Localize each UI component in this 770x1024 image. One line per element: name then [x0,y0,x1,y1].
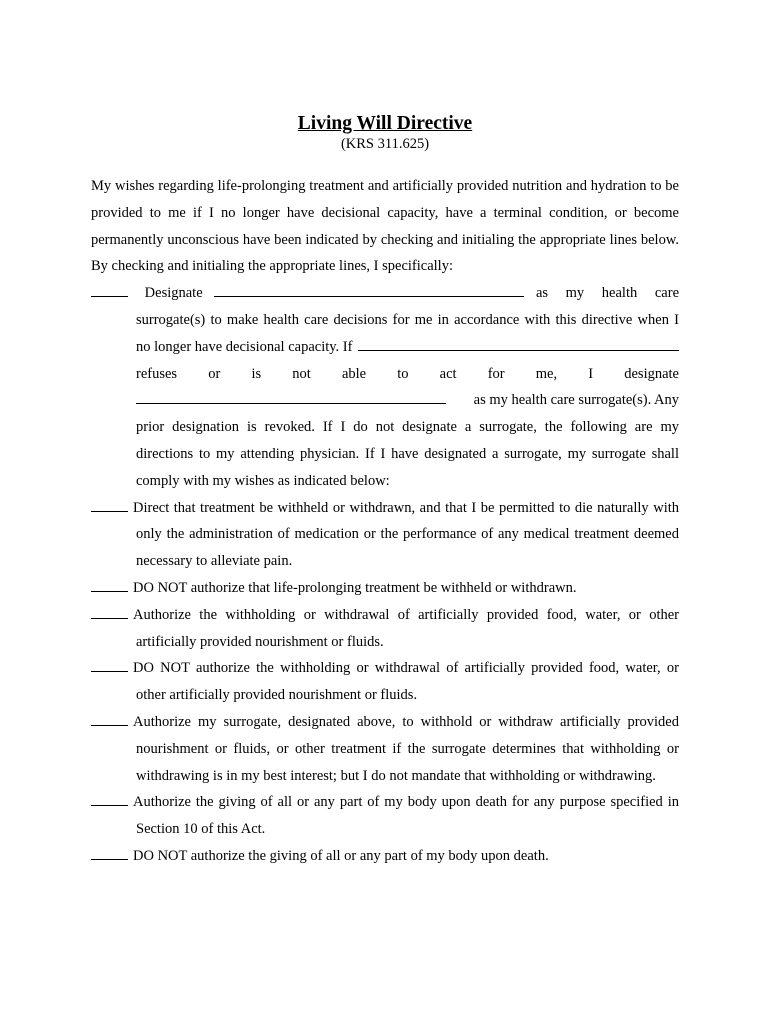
option-text: Authorize the giving of all or any part of my body upon death for any purpose specified in Section 10 of this Act. [133,794,679,838]
surrogate-name-field-1[interactable] [214,281,524,297]
designate-word-6: act [439,365,457,382]
option-text: Authorize my surrogate, designated above, to withhold or withdraw artificially provided nourishment or fluids, or other treatment if the surrogate determines that withholding or withdrawing is in my best interest; but I do not mandate that withholding or withdrawing. [133,713,679,784]
option-item [91,655,679,709]
designate-word: Designate [144,285,203,302]
designate-word-5: to [397,365,409,382]
designate-line-1 [91,280,679,307]
initial-blank-option-7[interactable] [91,844,128,860]
alternate-surrogate-field[interactable] [136,388,446,404]
designate-word-0: refuses [136,365,178,382]
intro-paragraph: My wishes regarding life-prolonging treatment and artificially provided nutrition and hydration to be provided to me if I no longer have decisional capacity, have a terminal condition, or become permanently unconscious have been indicated by checking and initialing the appropriate lines below. By checking and initialing the appropriate lines, I specifically: [91,178,679,275]
option-text: DO NOT authorize the withholding or withdrawal of artificially provided food, water, or other artificially provided nourishment or fluids. [133,660,679,704]
option-text: DO NOT authorize the giving of all or any part of my body upon death. [133,847,549,864]
document-body [91,173,679,870]
designate-line-3 [91,334,679,361]
option-text: Direct that treatment be withheld or withdrawn, and that I be permitted to die naturally with only the administration of medication or the performance of any medical treatment deemed necessary to alleviate pain. [133,499,679,570]
designate-word-10: designate [624,365,679,382]
option-item [91,602,679,656]
options-list [91,495,679,870]
option-item [91,575,679,602]
document-subtitle: (KRS 311.625) [340,136,430,152]
surrogate-name-field-2[interactable] [358,335,679,351]
option-text: Authorize the withholding or withdrawal of artificially provided food, water, or other artificially provided nourishment or fluids. [133,606,679,650]
designate-surrogate-text: as my health care surrogate(s). Any [473,392,679,409]
designate-word-9: I [588,365,594,382]
designate-word-7: for [487,365,505,382]
initial-blank-option-6[interactable] [91,790,128,806]
initial-blank-designate[interactable] [91,281,128,297]
designate-word-1: or [208,365,221,382]
designate-as-text: as my health care [535,285,679,302]
option-item [91,843,679,870]
designate-rest: prior designation is revoked. If I do not designate a surrogate, the following are my directions to my attending physician. If I have designated a surrogate, my surrogate shall comply with my wishes as indicated below: [136,419,679,489]
option-item [91,709,679,789]
designate-line-4 [91,361,679,388]
designate-line-5 [91,387,679,414]
initial-blank-option-2[interactable] [91,576,128,592]
designate-word-3: not [292,365,311,382]
option-item [91,789,679,843]
initial-blank-option-4[interactable] [91,656,128,672]
designate-word-4: able [341,365,367,382]
designate-if-text: no longer have decisional capacity. If [136,338,353,355]
option-text: DO NOT authorize that life-prolonging treatment be withheld or withdrawn. [133,579,577,596]
designate-word-2: is [251,365,262,382]
initial-blank-option-3[interactable] [91,603,128,619]
initial-blank-option-5[interactable] [91,710,128,726]
designate-line-2: surrogate(s) to make health care decisions for me in accordance with this directive when I [136,311,679,328]
initial-blank-option-1[interactable] [91,496,128,512]
document-title: Living Will Directive [297,113,473,134]
option-item [91,495,679,575]
designate-word-8: me, [535,365,558,382]
